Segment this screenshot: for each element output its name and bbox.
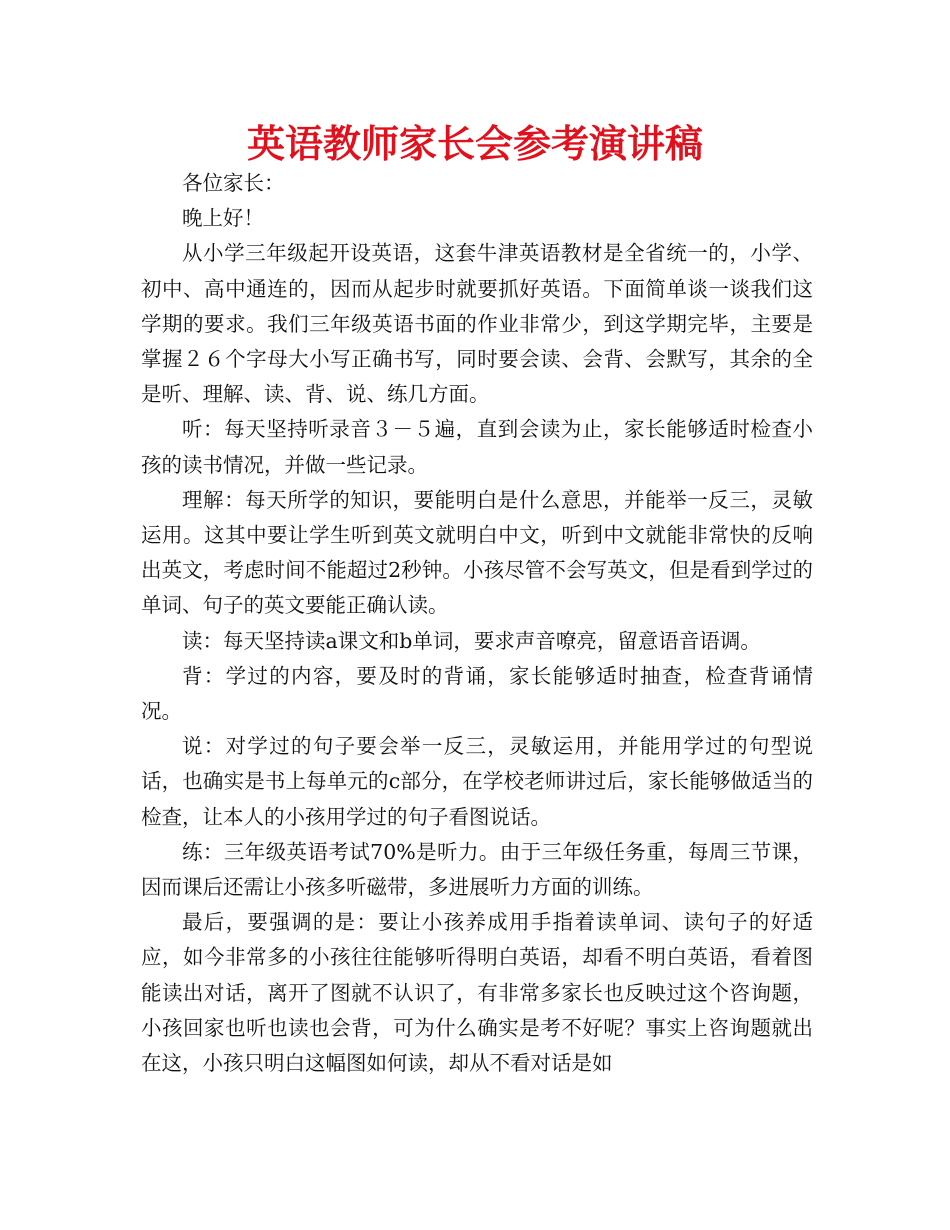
paragraph-greeting: 各位家长： [182,171,285,195]
paragraph-listening: 听：每天坚持听录音３－５遍，直到会读为止，家长能够适时检查小孩的读书情况，并做一些记录。 [141,417,813,477]
document-title: 英语教师家长会参考演讲稿 [246,121,703,166]
document-body [141,166,813,1081]
paragraph-speaking: 说：对学过的句子要会举一反三，灵敏运用，并能用学过的句型说话，也确实是书上每单元的c部分，在学校老师讲过后，家长能够做适当的检查，让本人的小孩用学过的句子看图说话。 [141,734,813,829]
paragraph-intro: 从小学三年级起开设英语，这套牛津英语教材是全省统一的，小学、初中、高中通连的，因而从起步时就要抓好英语。下面简单谈一谈我们这学期的要求。我们三年级英语书面的作业非常少，到这学期完毕，主要是掌握２６个字母大小写正确书写，同时要会读、会背、会默写，其余的全是听、理解、读、背、说、练几方面。 [141,241,813,407]
paragraph-understanding: 理解：每天所学的知识，要能明白是什么意思，并能举一反三，灵敏运用。这其中要让学生听到英文就明白中文，听到中文就能非常快的反响出英文，考虑时间不能超过2秒钟。小孩尽管不会写英文，但是看到学过的单词、句子的英文要能正确认读。 [141,487,813,618]
paragraph-practice: 练：三年级英语考试70%是听力。由于三年级任务重，每周三节课，因而课后还需让小孩多听磁带，多进展听力方面的训练。 [141,839,813,900]
paragraph-conclusion: 最后，要强调的是：要让小孩养成用手指着读单词、读句子的好适应，如今非常多的小孩往往能够听得明白英语，却看不明白英语，看着图能读出对话，离开了图就不认识了，有非常多家长也反映过这个咨询题，小孩回家也听也读也会背，可为什么确实是考不好呢？事实上咨询题就出在这，小孩只明白这幅图如何读，却从不看对话是如 [141,910,813,1076]
paragraph-reading: 读：每天坚持读a课文和b单词，要求声音嘹亮，留意语音语调。 [182,628,761,653]
paragraph-reciting: 背：学过的内容，要及时的背诵，家长能够适时抽查，检查背诵情况。 [141,663,813,724]
paragraph-good-evening: 晚上好！ [182,206,264,231]
